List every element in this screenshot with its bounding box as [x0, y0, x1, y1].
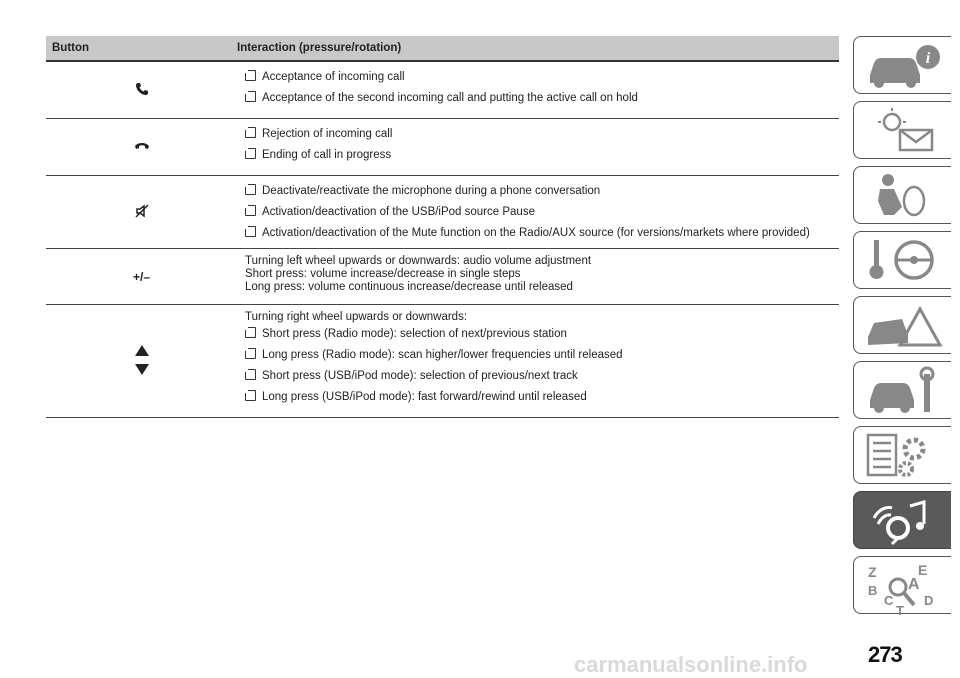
key-steering-wheel-icon: [864, 236, 944, 286]
tab-maintenance[interactable]: [853, 361, 951, 419]
header-interaction: Interaction (pressure/rotation): [237, 36, 839, 61]
car-info-icon: [864, 41, 944, 91]
svg-text:A: A: [908, 576, 920, 593]
car-accident-icon: [864, 301, 944, 351]
description-line: Turning right wheel upwards or downwards:: [245, 311, 468, 323]
list-item: Rejection of incoming call: [245, 127, 839, 141]
interaction-cell: [237, 119, 839, 176]
list-item: Activation/deactivation of the Mute function on the Radio/AUX source (for versions/markets where provided): [245, 226, 839, 240]
bullet-box-icon: [245, 127, 256, 138]
bullet-box-icon: [245, 327, 256, 338]
svg-text:Z: Z: [868, 564, 877, 580]
up-down-arrows-icon: [134, 343, 150, 377]
button-cell: [46, 119, 237, 176]
list-item: Acceptance of the second incoming call and putting the active call on hold: [245, 91, 839, 105]
multimedia-icon: [864, 496, 944, 546]
volume-button-label: +/–: [46, 249, 237, 305]
description-line: Long press: volume continuous increase/decrease until released: [245, 281, 573, 293]
mute-icon: [135, 204, 149, 218]
table-row: [46, 249, 839, 305]
bullet-box-icon: [245, 348, 256, 359]
list-item: Short press (USB/iPod mode): selection of previous/next track: [245, 369, 839, 383]
tab-multimedia[interactable]: [853, 491, 951, 549]
tab-index[interactable]: [853, 556, 951, 617]
watermark: carmanualsonline.info: [574, 652, 808, 677]
bullet-box-icon: [245, 369, 256, 380]
phone-accept-icon: [135, 82, 149, 96]
list-item: Activation/deactivation of the USB/iPod source Pause: [245, 205, 839, 219]
description-line: Short press: volume increase/decrease in single steps: [245, 268, 521, 280]
svg-text:B: B: [868, 583, 878, 598]
table-row: [46, 176, 839, 249]
table-header-row: [46, 36, 839, 61]
bullet-box-icon: [245, 226, 256, 237]
list-gears-icon: [864, 431, 944, 481]
phone-hangup-icon: [134, 141, 150, 151]
bullet-box-icon: [245, 148, 256, 159]
list-item: Short press (Radio mode): selection of next/previous station: [245, 327, 839, 341]
bullet-box-icon: [245, 70, 256, 81]
svg-text:T: T: [896, 603, 904, 617]
bullet-box-icon: [245, 91, 256, 102]
tab-emergency[interactable]: [853, 296, 951, 354]
tab-warning-lights[interactable]: [853, 101, 951, 159]
list-item: Acceptance of incoming call: [245, 70, 839, 84]
warning-lights-message-icon: [864, 106, 944, 156]
table-row: [46, 305, 839, 418]
bullet-box-icon: [245, 390, 256, 401]
interaction-cell: [237, 249, 839, 305]
controls-table: [46, 36, 839, 418]
alphabetical-index-icon: [864, 561, 944, 617]
button-cell: [46, 61, 237, 119]
seat-airbag-icon: [864, 171, 944, 221]
svg-text:C: C: [884, 593, 894, 608]
svg-text:E: E: [918, 562, 928, 578]
list-item: Long press (USB/iPod mode): fast forward/rewind until released: [245, 390, 839, 404]
car-wrench-icon: [864, 366, 944, 416]
tab-technical-data[interactable]: [853, 426, 951, 484]
svg-text:i: i: [925, 50, 931, 67]
bullet-box-icon: [245, 205, 256, 216]
interaction-cell: [237, 305, 839, 418]
list-item: Long press (Radio mode): scan higher/lower frequencies until released: [245, 348, 839, 362]
tab-starting-driving[interactable]: [853, 231, 951, 289]
tab-car-info[interactable]: [853, 36, 951, 94]
table-row: [46, 61, 839, 119]
tab-safety[interactable]: [853, 166, 951, 224]
svg-text:D: D: [924, 593, 934, 608]
page-number: 273: [868, 642, 902, 667]
header-button: Button: [46, 36, 237, 61]
list-item: Deactivate/reactivate the microphone during a phone conversation: [245, 184, 839, 198]
button-cell: [46, 176, 237, 249]
bullet-box-icon: [245, 184, 256, 195]
interaction-cell: [237, 61, 839, 119]
button-cell: [46, 305, 237, 418]
description-line: Turning left wheel upwards or downwards: audio volume adjustment: [245, 255, 592, 267]
interaction-cell: [237, 176, 839, 249]
table-row: [46, 119, 839, 176]
list-item: Ending of call in progress: [245, 148, 839, 162]
